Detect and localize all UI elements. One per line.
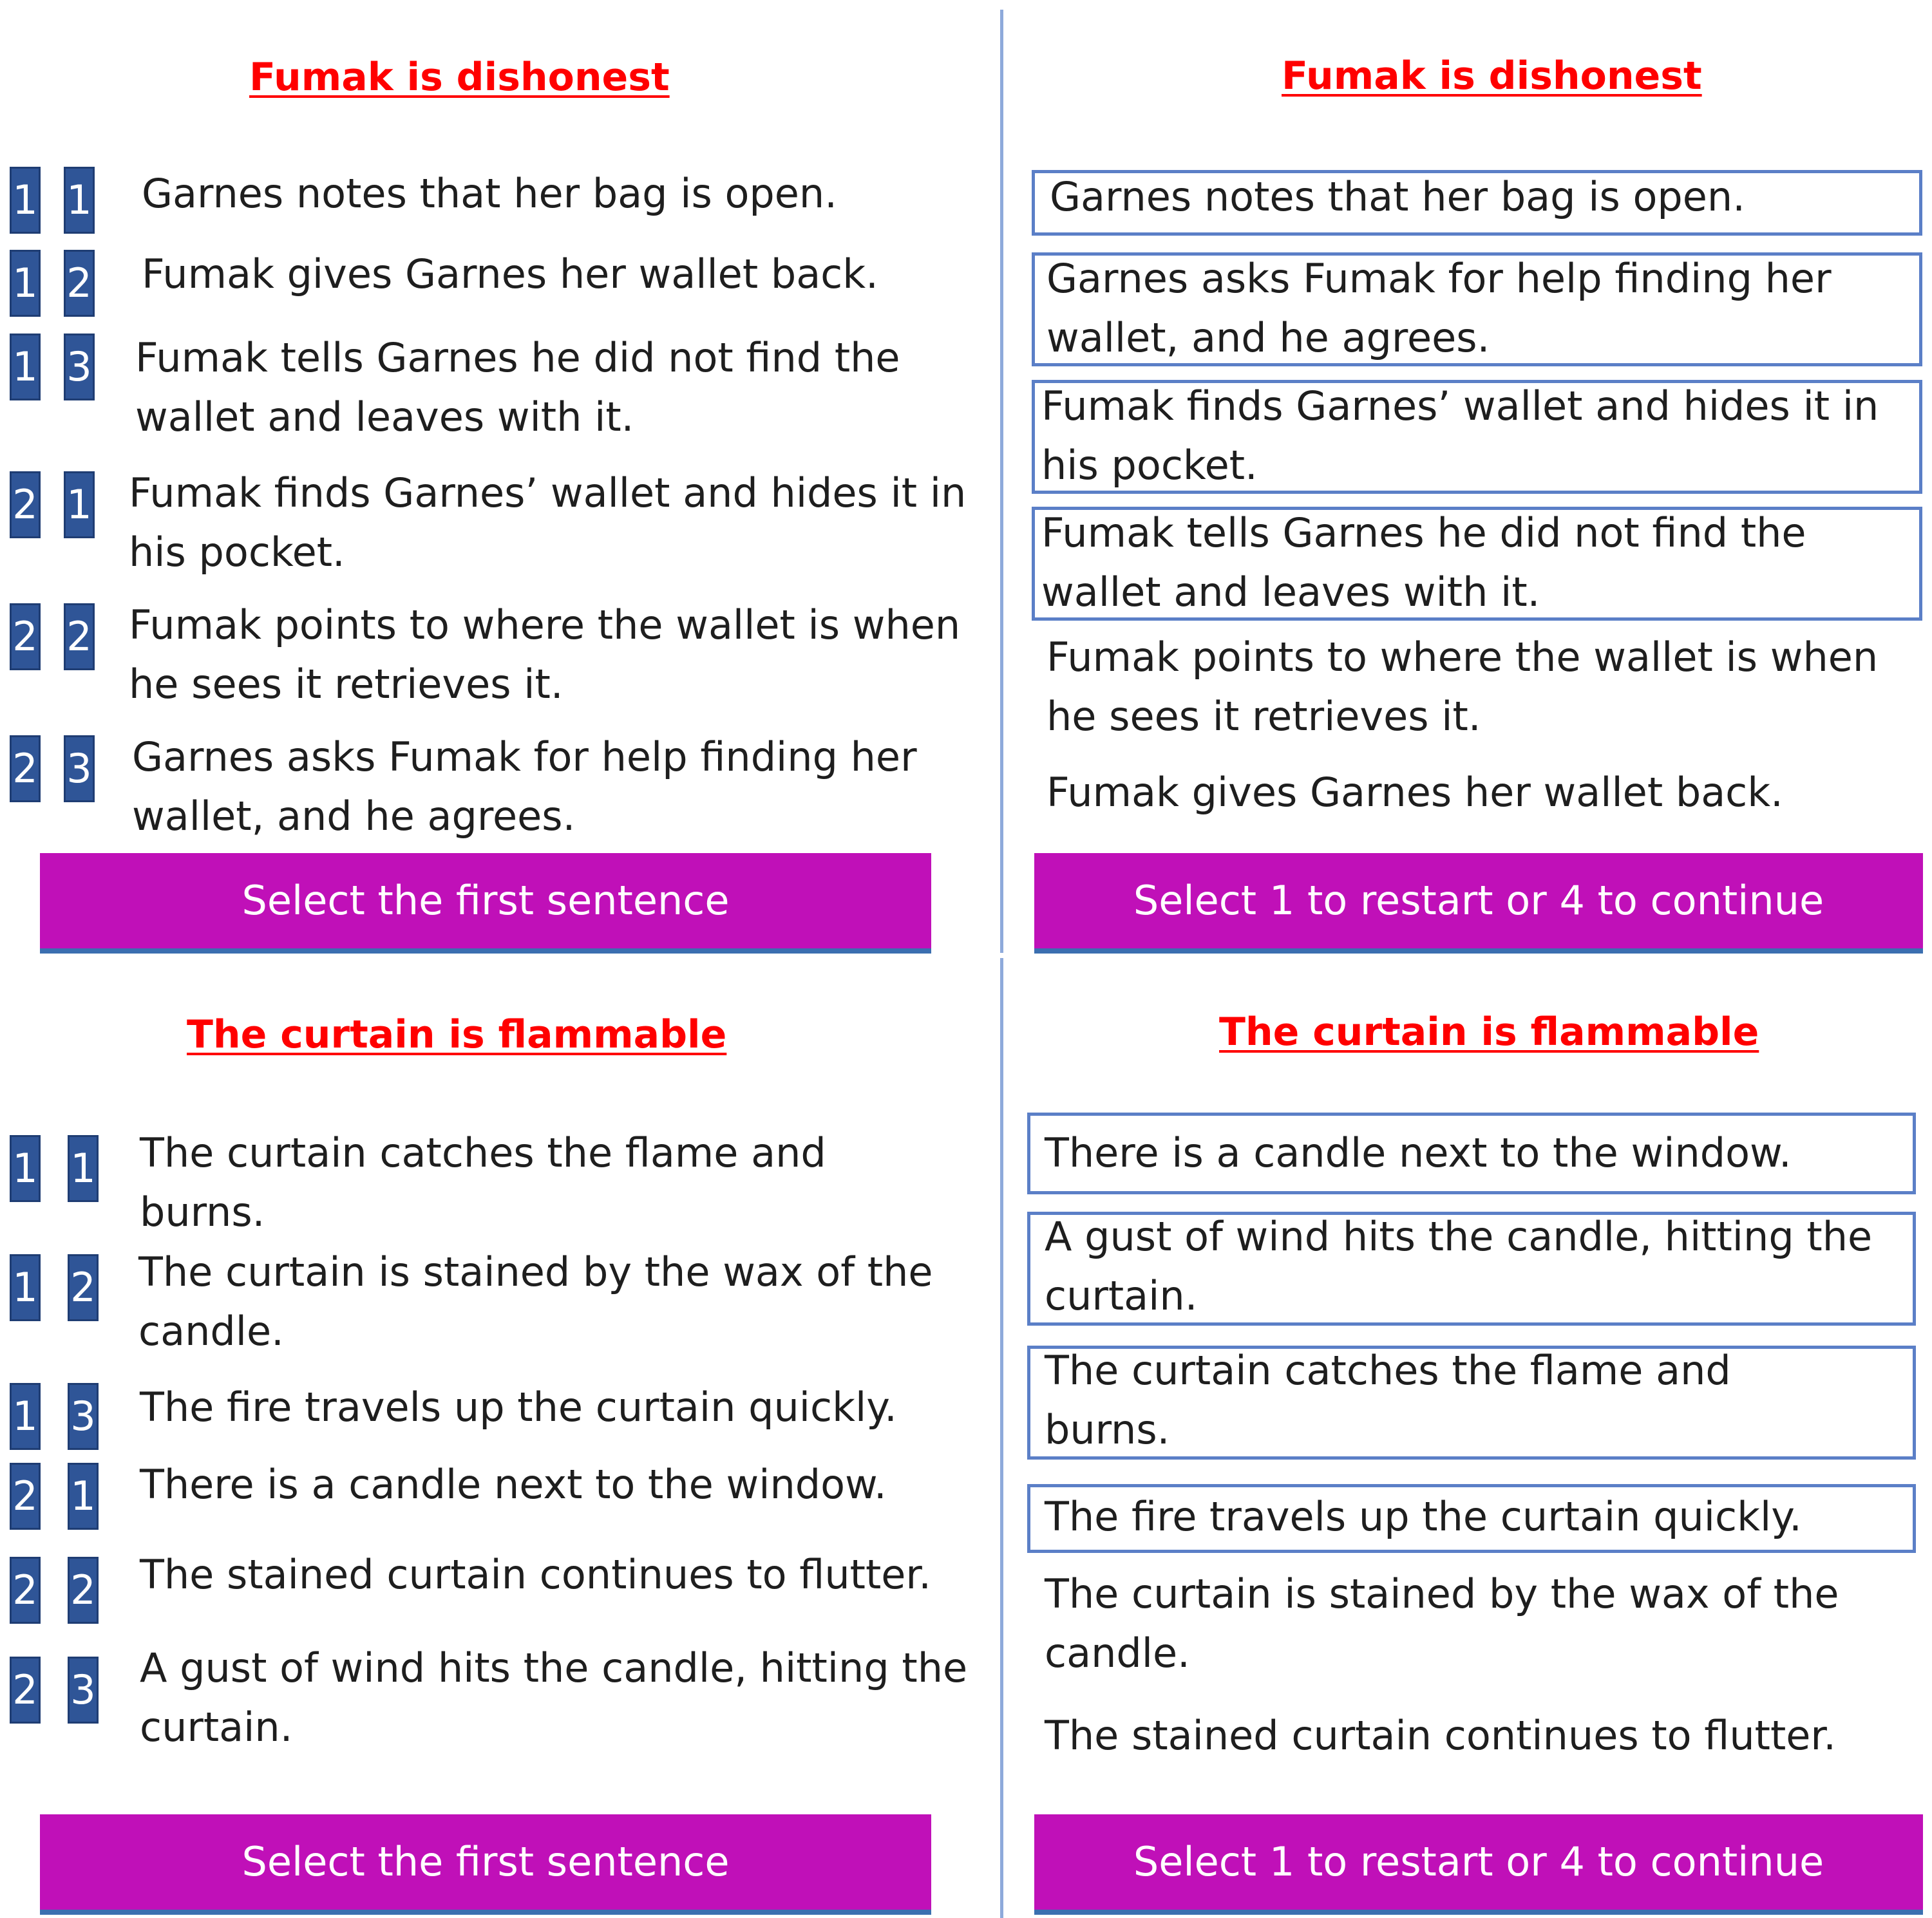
panel-title: The curtain is flammable	[1219, 1010, 1759, 1055]
panel-title: Fumak is dishonest	[249, 55, 670, 100]
option-badge-second[interactable]: 1	[68, 1135, 99, 1202]
vertical-divider-bottom	[1000, 958, 1003, 1918]
option-sentence: Fumak finds Garnes’ wallet and hides it in his pocket.	[129, 469, 967, 576]
option-sentence: Fumak tells Garnes he did not find the wallet and leaves with it.	[135, 334, 900, 440]
option-badge-first[interactable]: 1	[10, 167, 41, 234]
option-sentence: Fumak gives Garnes her wallet back.	[142, 250, 878, 297]
option-sentence: Fumak points to where the wallet is when he sees it retrieves it.	[129, 601, 961, 708]
option-sentence: The curtain is stained by the wax of the candle.	[138, 1248, 933, 1355]
option-badge-second[interactable]: 2	[68, 1254, 99, 1321]
remaining-sentence: The stained curtain continues to flutter.	[1045, 1712, 1836, 1759]
option-row[interactable]	[10, 596, 989, 724]
selected-sentence: The fire travels up the curtain quickly.	[1045, 1493, 1802, 1540]
option-row[interactable]	[10, 1639, 989, 1767]
option-row[interactable]	[10, 328, 989, 457]
option-badge-first[interactable]: 1	[10, 250, 41, 317]
panel-title: Fumak is dishonest	[1282, 53, 1702, 99]
selected-sentence: Garnes notes that her bag is open.	[1050, 173, 1745, 220]
selected-sentence: Fumak finds Garnes’ wallet and hides it in his pocket.	[1041, 382, 1879, 489]
select-first-sentence-button[interactable]: Select the first sentence	[40, 853, 931, 948]
option-badge-second[interactable]: 2	[68, 1557, 99, 1624]
selected-sentence: A gust of wind hits the candle, hitting the curtain.	[1045, 1213, 1873, 1319]
option-badge-first[interactable]: 2	[10, 471, 41, 538]
option-sentence: Garnes notes that her bag is open.	[142, 170, 837, 217]
restart-or-continue-button[interactable]: Select 1 to restart or 4 to continue	[1034, 853, 1923, 948]
select-first-sentence-button[interactable]: Select the first sentence	[40, 1814, 931, 1910]
option-row[interactable]	[10, 1124, 989, 1252]
remaining-sentence: The curtain is stained by the wax of the candle.	[1045, 1570, 1839, 1677]
remaining-sentence: Fumak points to where the wallet is when he sees it retrieves it.	[1046, 634, 1879, 740]
option-badge-second[interactable]: 1	[64, 471, 95, 538]
option-sentence: Garnes asks Fumak for help finding her wallet, and he agrees.	[132, 733, 917, 840]
option-badge-second[interactable]: 3	[64, 735, 95, 802]
option-row[interactable]	[10, 1243, 989, 1371]
option-badge-second[interactable]: 2	[64, 603, 95, 670]
option-badge-first[interactable]: 2	[10, 1463, 41, 1530]
remaining-sentence: Fumak gives Garnes her wallet back.	[1046, 769, 1783, 816]
option-badge-first[interactable]: 1	[10, 1254, 41, 1321]
panel-title: The curtain is flammable	[187, 1012, 727, 1057]
option-badge-first[interactable]: 2	[10, 1657, 41, 1724]
option-badge-first[interactable]: 1	[10, 1135, 41, 1202]
selected-sentence: Fumak tells Garnes he did not find the wallet and leaves with it.	[1041, 509, 1806, 616]
restart-or-continue-button[interactable]: Select 1 to restart or 4 to continue	[1034, 1814, 1923, 1910]
option-sentence: The curtain catches the flame and burns.	[140, 1129, 826, 1236]
option-badge-first[interactable]: 2	[10, 603, 41, 670]
option-sentence: A gust of wind hits the candle, hitting the curtain.	[140, 1644, 968, 1751]
option-badge-second[interactable]: 3	[68, 1383, 99, 1450]
selected-sentence: The curtain catches the flame and burns.	[1045, 1347, 1731, 1453]
option-sentence: The stained curtain continues to flutter.	[140, 1551, 931, 1598]
option-badge-second[interactable]: 1	[64, 167, 95, 234]
option-badge-second[interactable]: 3	[68, 1657, 99, 1724]
option-sentence: The fire travels up the curtain quickly.	[140, 1384, 897, 1431]
option-badge-first[interactable]: 1	[10, 334, 41, 400]
option-badge-second[interactable]: 1	[68, 1463, 99, 1530]
option-row[interactable]	[10, 464, 989, 592]
option-badge-first[interactable]: 2	[10, 735, 41, 802]
option-badge-first[interactable]: 1	[10, 1383, 41, 1450]
option-badge-second[interactable]: 2	[64, 250, 95, 317]
vertical-divider-top	[1000, 10, 1003, 953]
option-row[interactable]	[10, 728, 989, 856]
selected-sentence: Garnes asks Fumak for help finding her wallet, and he agrees.	[1046, 255, 1832, 361]
option-sentence: There is a candle next to the window.	[140, 1461, 887, 1508]
selected-sentence: There is a candle next to the window.	[1045, 1129, 1792, 1176]
option-badge-second[interactable]: 3	[64, 334, 95, 400]
option-badge-first[interactable]: 2	[10, 1557, 41, 1624]
